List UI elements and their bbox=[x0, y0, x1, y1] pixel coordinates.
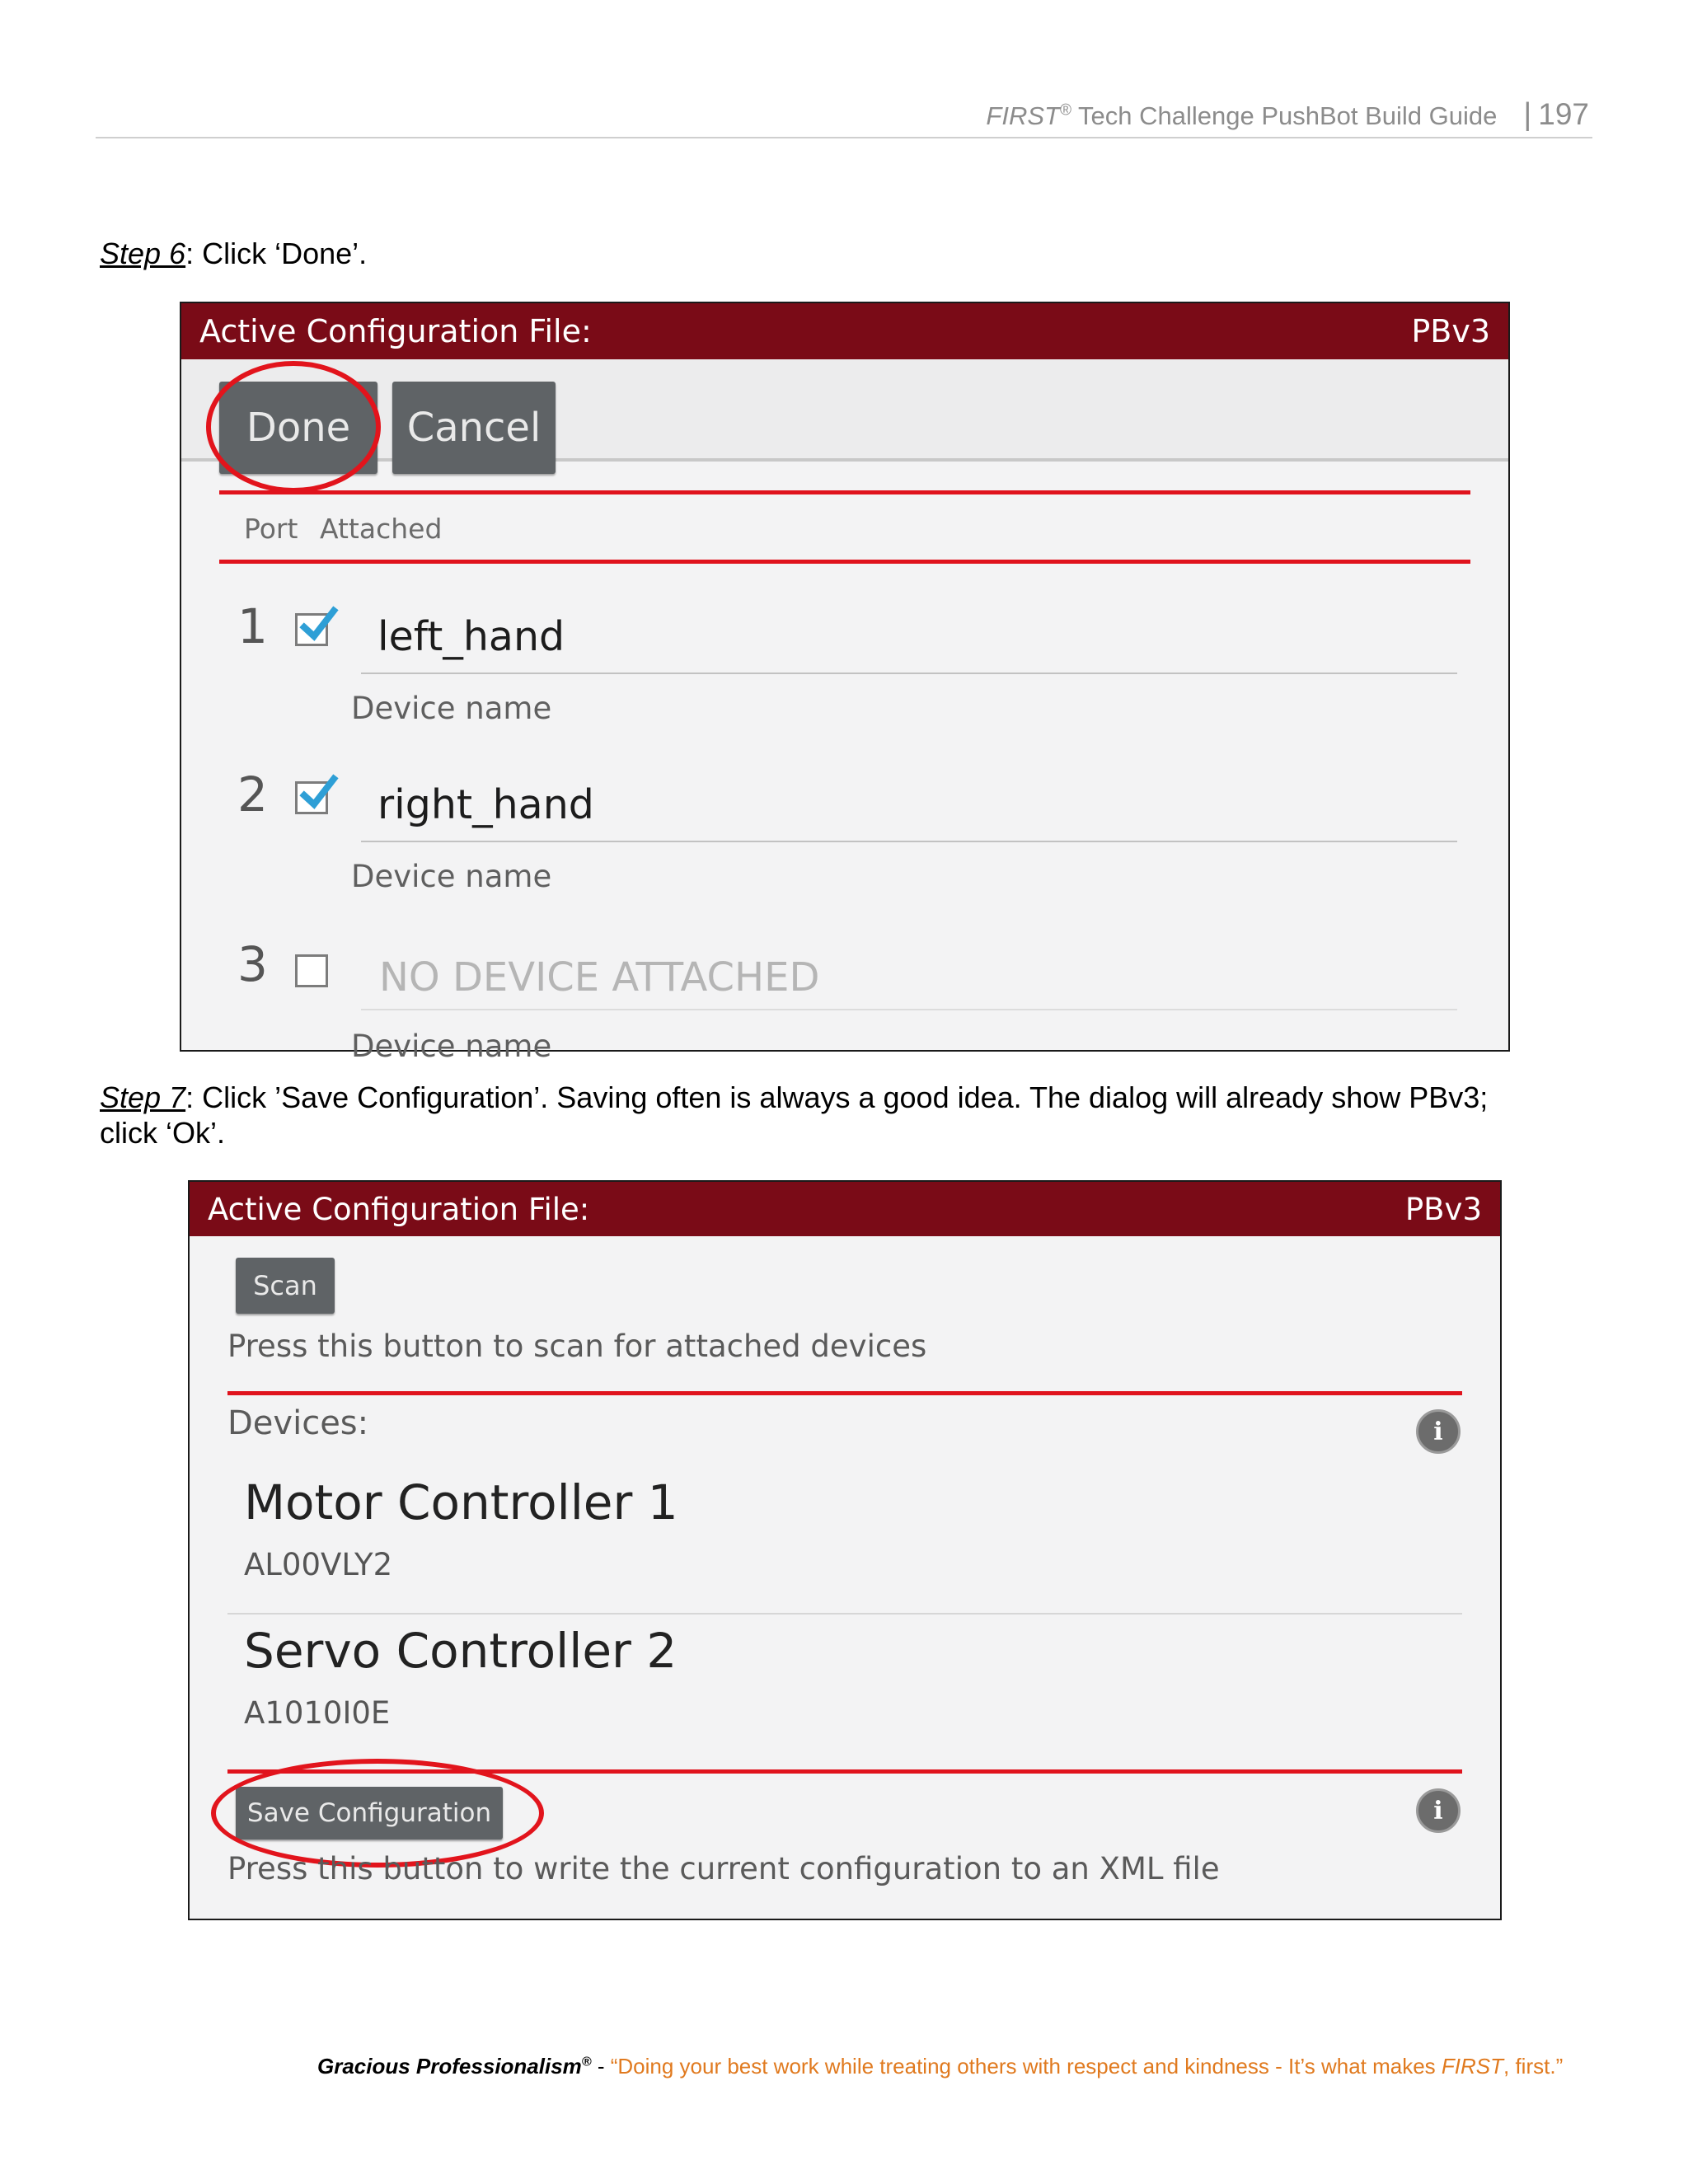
step-6-label: Step 6 bbox=[100, 237, 186, 270]
action-row bbox=[181, 359, 1508, 462]
registered-mark: ® bbox=[1059, 101, 1071, 120]
info-icon[interactable]: i bbox=[1416, 1788, 1461, 1833]
title-bar-label: Active Configuration File: bbox=[199, 313, 592, 349]
header-rule bbox=[96, 137, 1592, 138]
screenshot-device-list bbox=[188, 1180, 1502, 1920]
device-name-input[interactable]: NO DEVICE ATTACHED bbox=[379, 954, 820, 1001]
column-port-header: Port bbox=[244, 513, 298, 545]
divider-red bbox=[219, 560, 1470, 564]
scan-hint: Press this button to scan for attached devices bbox=[227, 1329, 927, 1364]
device-list-item[interactable] bbox=[223, 1623, 1467, 1731]
guide-title-first: FIRST bbox=[986, 101, 1060, 130]
active-config-name: PBv3 bbox=[1404, 1192, 1482, 1227]
screenshot-port-config bbox=[180, 302, 1510, 1064]
step-7-instruction bbox=[100, 1080, 1600, 1151]
info-icon[interactable]: i bbox=[1416, 1409, 1461, 1454]
scan-button[interactable]: Scan bbox=[236, 1258, 335, 1314]
footer-quote-end: , first.” bbox=[1503, 2054, 1564, 2079]
device-name-input[interactable]: left_hand bbox=[377, 613, 565, 660]
guide-title bbox=[986, 101, 1497, 131]
device-name: Motor Controller 1 bbox=[244, 1474, 678, 1530]
done-button[interactable]: Done bbox=[219, 382, 377, 474]
title-bar bbox=[181, 303, 1508, 359]
step-6-text: : Click ‘Done’. bbox=[185, 237, 368, 270]
port-number: 2 bbox=[237, 766, 268, 823]
checkmark-icon bbox=[299, 607, 339, 644]
header-separator: | bbox=[1523, 97, 1532, 132]
guide-title-rest: Tech Challenge PushBot Build Guide bbox=[1071, 101, 1498, 130]
attached-checkbox[interactable] bbox=[295, 954, 328, 987]
title-bar-label: Active Configuration File: bbox=[208, 1192, 590, 1227]
step-6-instruction bbox=[100, 236, 1600, 271]
column-attached-header: Attached bbox=[320, 513, 443, 545]
divider-red bbox=[227, 1391, 1462, 1395]
device-name-hint: Device name bbox=[351, 1029, 552, 1064]
footer-registered-mark: ® bbox=[581, 2055, 592, 2069]
cancel-button[interactable]: Cancel bbox=[392, 382, 556, 474]
page-number: 197 bbox=[1538, 97, 1589, 131]
device-name: Servo Controller 2 bbox=[244, 1623, 678, 1679]
step-7-text-line2: click ‘Ok’. bbox=[100, 1116, 225, 1150]
save-configuration-button[interactable]: Save Configuration bbox=[236, 1787, 503, 1840]
attached-checkbox[interactable] bbox=[295, 613, 328, 646]
port-number: 3 bbox=[237, 936, 268, 992]
active-config-name: PBv3 bbox=[1411, 313, 1490, 349]
device-name-hint: Device name bbox=[351, 859, 552, 894]
device-name-hint: Device name bbox=[351, 691, 552, 726]
footer-quote bbox=[317, 2054, 1563, 2079]
input-underline bbox=[361, 1009, 1457, 1010]
port-number: 1 bbox=[237, 598, 268, 654]
divider-red bbox=[219, 490, 1470, 494]
save-hint: Press this button to write the current configuration to an XML file bbox=[227, 1851, 1220, 1886]
devices-heading: Devices: bbox=[227, 1404, 369, 1442]
running-header bbox=[986, 97, 1589, 138]
checkmark-icon bbox=[299, 776, 339, 812]
device-serial: AL00VLY2 bbox=[244, 1547, 393, 1582]
device-name-input[interactable]: right_hand bbox=[377, 781, 594, 828]
step-7-label: Step 7 bbox=[100, 1080, 186, 1114]
device-serial: A1010I0E bbox=[244, 1695, 391, 1731]
device-list-item[interactable] bbox=[223, 1474, 1467, 1623]
input-underline bbox=[361, 841, 1457, 842]
footer-dash: - bbox=[591, 2054, 611, 2079]
footer-quote-text: “Doing your best work while treating others with respect and kindness - It’s what makes bbox=[610, 2054, 1442, 2079]
step-7-text: : Click ’Save Configuration’. Saving often is always a good idea. The dialog will already show PBv3; bbox=[185, 1080, 1489, 1114]
title-bar bbox=[190, 1182, 1500, 1236]
highlight-circle bbox=[206, 361, 381, 493]
attached-checkbox[interactable] bbox=[295, 781, 328, 814]
footer-quote-first: FIRST bbox=[1441, 2054, 1504, 2079]
input-underline bbox=[361, 673, 1457, 674]
footer-gp: Gracious Professionalism bbox=[317, 2054, 582, 2079]
list-divider bbox=[227, 1613, 1462, 1615]
